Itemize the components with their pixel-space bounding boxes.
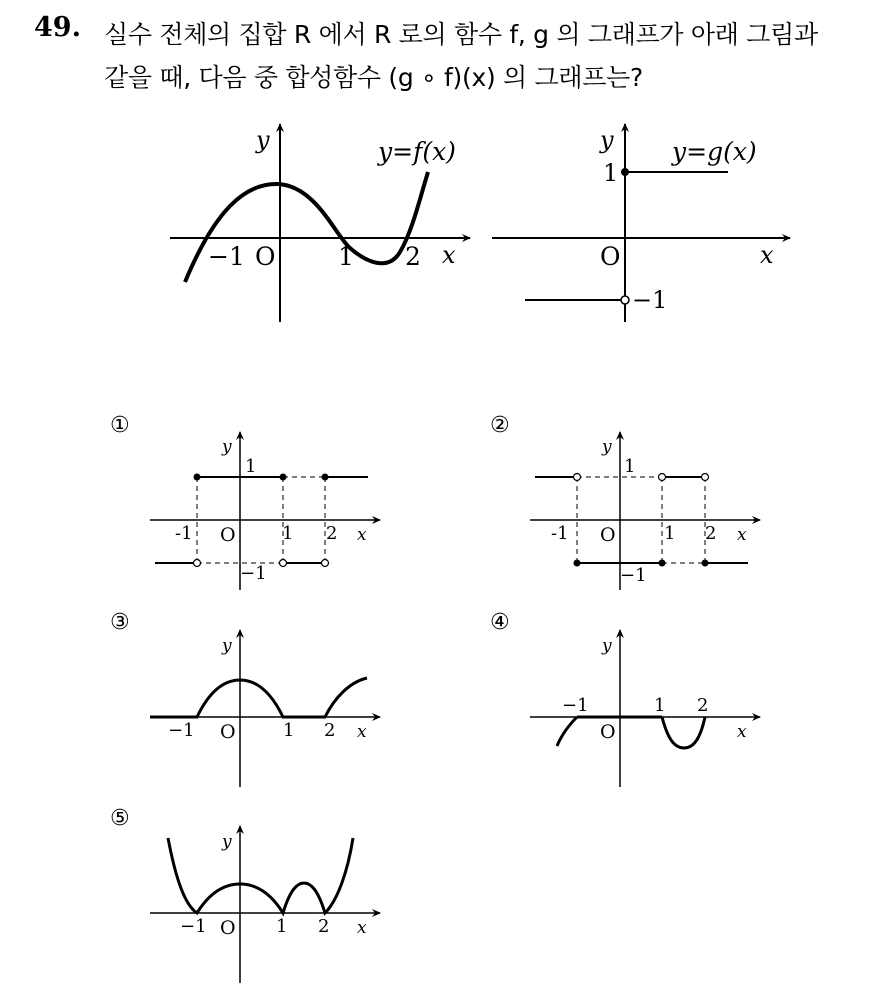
- choice-1-open-dot-a: [194, 560, 201, 567]
- choice-2-y-label: y: [602, 437, 612, 457]
- choice-3-y-label: y: [222, 636, 232, 656]
- choice-4-y-label: y: [602, 636, 612, 656]
- choice-1-closed-dot-a: [194, 474, 201, 481]
- choice-3-x-label: x: [357, 722, 367, 742]
- graph-g-x-label: x: [760, 241, 774, 269]
- choice-5-tick-1: 1: [276, 916, 288, 937]
- choice-1-open-dot-b: [280, 560, 287, 567]
- choice-2-closed-dot-a: [574, 560, 581, 567]
- choice-4-number[interactable]: ④: [490, 610, 510, 635]
- choice-2-tick-neg1: -1: [551, 523, 569, 544]
- choice-4-curve-dip: [662, 717, 705, 748]
- choice-3-origin: O: [220, 721, 236, 743]
- graph-g: [492, 124, 790, 322]
- graph-f-y-label: y: [256, 126, 270, 154]
- choice-5-curve: [168, 838, 353, 913]
- choice-4-origin: O: [600, 721, 616, 743]
- graph-f-tick-1: 1: [338, 242, 354, 271]
- choice-2-open-dot-b: [659, 474, 666, 481]
- choice-2-tick-2: 2: [705, 523, 717, 544]
- choice-3-tick-2: 2: [324, 720, 336, 741]
- choice-3-tick-neg1: −1: [168, 720, 195, 741]
- choice-2[interactable]: [490, 413, 760, 590]
- choice-4-tick-1: 1: [654, 695, 666, 716]
- graph-f-tick-2: 2: [405, 242, 421, 271]
- graph-g-tick-1: 1: [603, 159, 619, 187]
- graph-g-tick-neg1: −1: [632, 286, 668, 314]
- choice-5-tick-neg1: −1: [180, 916, 207, 937]
- choice-1-ytick-1: 1: [245, 456, 257, 477]
- question-text-line-2: 같을 때, 다음 중 합성함수 (g ∘ f)(x) 의 그래프는?: [104, 63, 643, 92]
- choice-4[interactable]: [490, 610, 760, 787]
- choice-5-tick-2: 2: [318, 916, 330, 937]
- choice-1-tick-neg1: -1: [175, 523, 193, 544]
- choice-2-origin: O: [600, 524, 616, 546]
- choice-1-number[interactable]: ①: [110, 413, 130, 438]
- graph-f-x-label: x: [442, 241, 456, 269]
- graph-f: [170, 124, 470, 322]
- graph-f-tick-neg1: −1: [208, 242, 245, 271]
- choice-2-ytick-1: 1: [624, 456, 636, 477]
- choice-1-tick-2: 2: [326, 523, 338, 544]
- choice-2-ytick-neg1: −1: [620, 565, 647, 586]
- choice-1[interactable]: [110, 413, 380, 590]
- choice-2-tick-1: 1: [664, 523, 676, 544]
- choice-1-closed-dot-c: [322, 474, 329, 481]
- graph-f-title: y=f(x): [378, 137, 456, 166]
- choice-2-open-dot-c: [702, 474, 709, 481]
- choice-1-y-label: y: [222, 437, 232, 457]
- choice-3[interactable]: [110, 610, 380, 787]
- choice-5-origin: O: [220, 917, 236, 939]
- question-number: 49.: [34, 12, 81, 43]
- choice-1-origin: O: [220, 524, 236, 546]
- choice-4-tick-neg1: −1: [562, 695, 589, 716]
- choice-2-x-label: x: [737, 525, 747, 545]
- choice-4-tick-2: 2: [697, 695, 709, 716]
- choice-2-closed-dot-c: [702, 560, 709, 567]
- graph-g-y-label: y: [600, 126, 614, 154]
- choice-1-tick-1: 1: [282, 523, 294, 544]
- question-text-line-1: 실수 전체의 집합 R 에서 R 로의 함수 f, g 의 그래프가 아래 그림과: [104, 20, 818, 49]
- choice-1-closed-dot-b: [280, 474, 287, 481]
- choice-5-y-label: y: [222, 832, 232, 852]
- graph-g-open-dot: [621, 296, 629, 304]
- choice-5[interactable]: [110, 806, 380, 983]
- choice-3-number[interactable]: ③: [110, 610, 130, 635]
- choice-5-x-label: x: [357, 918, 367, 938]
- choice-2-number[interactable]: ②: [490, 413, 510, 438]
- choice-3-tick-1: 1: [283, 720, 295, 741]
- graph-g-title: y=g(x): [672, 137, 757, 166]
- choice-4-curve-left: [557, 717, 577, 746]
- choice-2-open-dot-a: [574, 474, 581, 481]
- choice-1-ytick-neg1: −1: [240, 563, 267, 584]
- choice-3-curve: [150, 678, 367, 717]
- graph-g-closed-dot: [621, 168, 629, 176]
- choice-5-number[interactable]: ⑤: [110, 806, 130, 831]
- choice-4-x-label: x: [737, 722, 747, 742]
- choice-1-x-label: x: [357, 525, 367, 545]
- choice-1-open-dot-c: [322, 560, 329, 567]
- graph-g-origin: O: [600, 242, 621, 271]
- graph-f-origin: O: [255, 242, 276, 271]
- choice-2-closed-dot-b: [659, 560, 666, 567]
